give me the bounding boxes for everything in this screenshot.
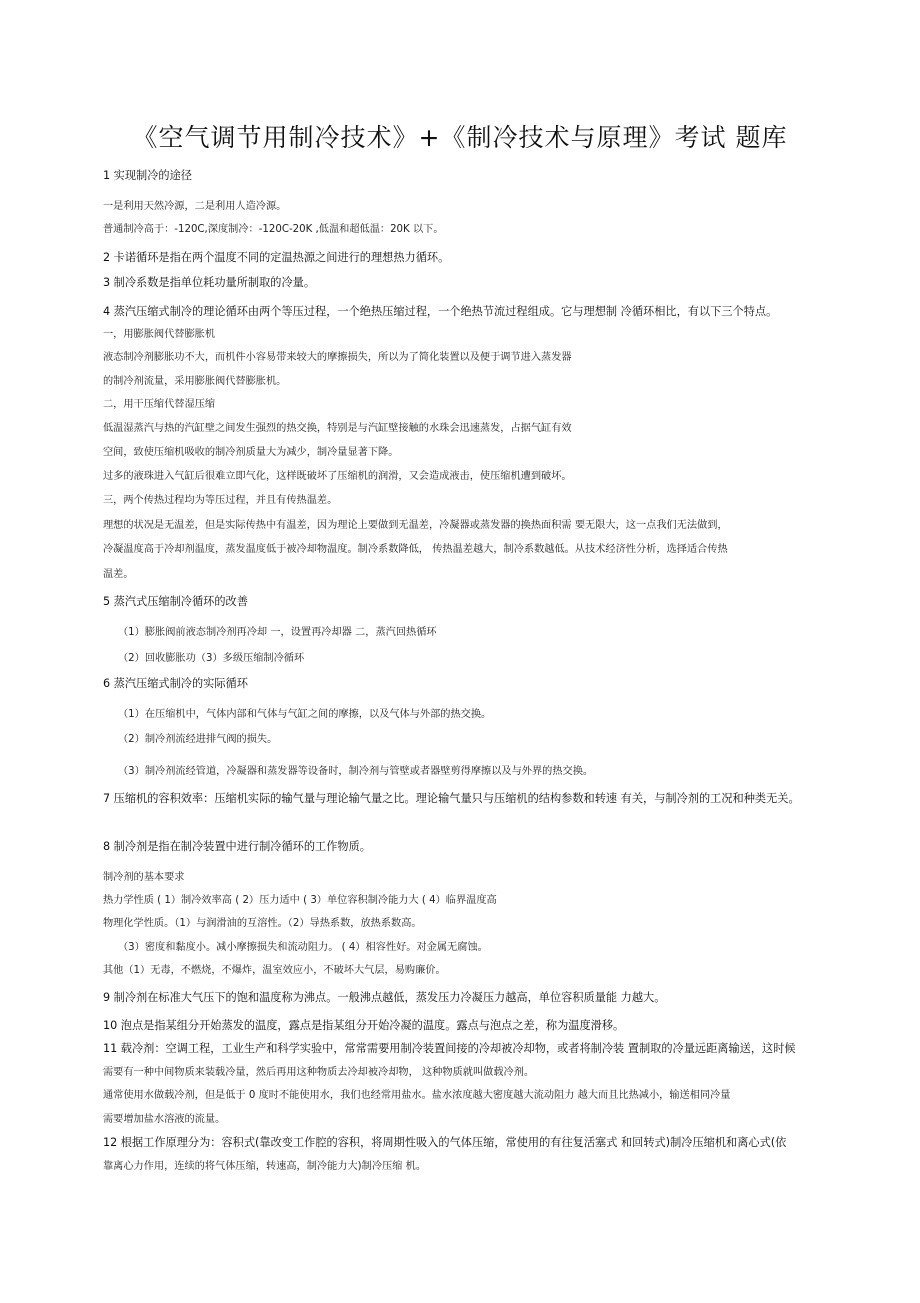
text-line: （1）在压缩机中，气体内部和气体与气缸之间的摩擦，以及气体与外部的热交换。 (118, 709, 492, 720)
text-line: 冷凝温度高于冷却剂温度，蒸发温度低于被冷却物温度。制冷系数降低， 传热温差越大，制冷系数越低。从技术经济性分析，选择适合传热 (103, 544, 728, 555)
text-line: （2）制冷剂流经进排气阀的损失。 (118, 734, 278, 745)
text-line: 的制冷剂流量，采用膨胀阀代替膨胀机。 (103, 376, 287, 387)
section-5-heading: 5 蒸汽式压缩制冷循环的改善 (103, 595, 248, 608)
section-6-heading: 6 蒸汽压缩式制冷的实际循环 (103, 677, 248, 690)
text-line: 过多的液珠进入气缸后很难立即气化，这样既破坏了压缩机的润滑，又会造成液击，使压缩机遭到破坏。 (103, 471, 572, 482)
text-line: （2）回收膨胀功（3）多级压缩制冷循环 (118, 653, 305, 664)
text-line: 一是利用天然冷源，二是利用人造冷源。 (103, 201, 287, 212)
text-line: 热力学性质 ( 1）制冷效率高 ( 2）压力适中 ( 3）单位容积制冷能力大 ( 4）临界温度高 (103, 895, 497, 906)
text-line: （3）密度和黏度小。减小摩擦损失和流动阻力。 ( 4）相容性好。对金属无腐蚀。 (118, 942, 488, 953)
text-line: 靠离心力作用，连续的将气体压缩，转速高，制冷能力大)制冷压缩 机。 (103, 1161, 427, 1172)
section-12-heading: 12 根据工作原理分为：容积式(靠改变工作腔的容积，将周期性吸入的气体压缩，常使用的有往复活塞式 和回转式)制冷压缩机和离心式(依 (103, 1136, 787, 1149)
text-line: 普通制冷高于：-120C,深度制冷：-120C-20K ,低温和超低温：20K 以下。 (103, 224, 444, 235)
text-line: 低温湿蒸汽与热的汽缸壁之间发生强烈的热交换，特别是与汽缸壁接触的水珠会迅速蒸发，占据气缸有效 (103, 423, 572, 434)
text-line: 空间，致使压缩机吸收的制冷剂质量大为减少，制冷量显著下降。 (103, 447, 399, 458)
text-line: 通常使用水做载冷剂，但是低于 0 度时不能使用水，我们也经常用盐水。盐水浓度越大密度越大流动阻力 越大而且比热减小，输送相同冷量 (103, 1090, 731, 1101)
section-7-heading: 7 压缩机的容积效率：压缩机实际的输气量与理论输气量之比。理论输气量只与压缩机的结构参数和转速 有关，与制冷剂的工况和种类无关。 (103, 792, 800, 805)
text-line: 其他（1）无毒，不燃烧，不爆炸，温室效应小，不破坏大气层，易购廉价。 (103, 965, 446, 976)
text-line: 三，两个传热过程均为等压过程，并且有传热温差。 (103, 495, 338, 506)
section-10-heading: 10 泡点是指某组分开始蒸发的温度，露点是指某组分开始冷凝的温度。露点与泡点之差，称为温度滑移。 (103, 1019, 625, 1032)
text-line: 需要增加盐水溶液的流量。 (103, 1114, 226, 1125)
text-line: 需要有一种中间物质来装载冷量，然后再用这种物质去冷却被冷却物， 这种物质就叫做载冷剂。 (103, 1067, 535, 1078)
document-title: 《空气调节用制冷技术》+《制冷技术与原理》考试 题库 (132, 123, 788, 152)
text-line: 液态制冷剂膨胀功不大，而机件小容易带来较大的摩擦损失，所以为了简化装置以及便于调节进入蒸发器 (103, 352, 572, 363)
section-9-heading: 9 制冷剂在标准大气压下的饱和温度称为沸点。一般沸点越低，蒸发压力冷凝压力越高，单位容积质量能 力越大。 (103, 991, 666, 1004)
text-line: （3）制冷剂流经管道，冷凝器和蒸发器等设备时，制冷剂与管壁或者器壁剪得摩擦以及与外界的热交换。 (118, 766, 594, 777)
section-2-heading: 2 卡诺循环是指在两个温度不同的定温热源之间进行的理想热力循环。 (103, 251, 450, 264)
text-line: 二，用干压缩代替湿压缩 (103, 399, 216, 410)
text-line: 理想的状况是无温差，但是实际传热中有温差，因为理论上要做到无温差，冷凝器或蒸发器的换热面积需 要无限大，这一点我们无法做到， (103, 520, 728, 531)
text-line: （1）膨胀阀前液态制冷剂再冷却 一，设置再冷却器 二，蒸汽回热循环 (118, 627, 437, 638)
text-line: 制冷剂的基本要求 (103, 872, 185, 883)
text-line: 温差。 (103, 569, 134, 580)
section-3-heading: 3 制冷系数是指单位耗功量所制取的冷量。 (103, 276, 316, 289)
text-line: 物理化学性质。（1）与润滑油的互溶性。（2）导热系数，放热系数高。 (103, 918, 422, 929)
section-1-heading: 1 实现制冷的途径 (103, 169, 192, 182)
section-8-heading: 8 制冷剂是指在制冷装置中进行制冷循环的工作物质。 (103, 840, 371, 853)
section-11-heading: 11 载冷剂：空调工程，工业生产和科学实验中，常常需要用制冷装置间接的冷却被冷却物，或者将制冷装 置制取的冷量远距离输送，这时候 (103, 1042, 796, 1055)
text-line: 一，用膨胀阀代替膨胀机 (103, 329, 216, 340)
section-4-heading: 4 蒸汽压缩式制冷的理论循环由两个等压过程，一个绝热压缩过程，一个绝热节流过程组成。它与理想制 冷循环相比，有以下三个特点。 (103, 305, 778, 318)
